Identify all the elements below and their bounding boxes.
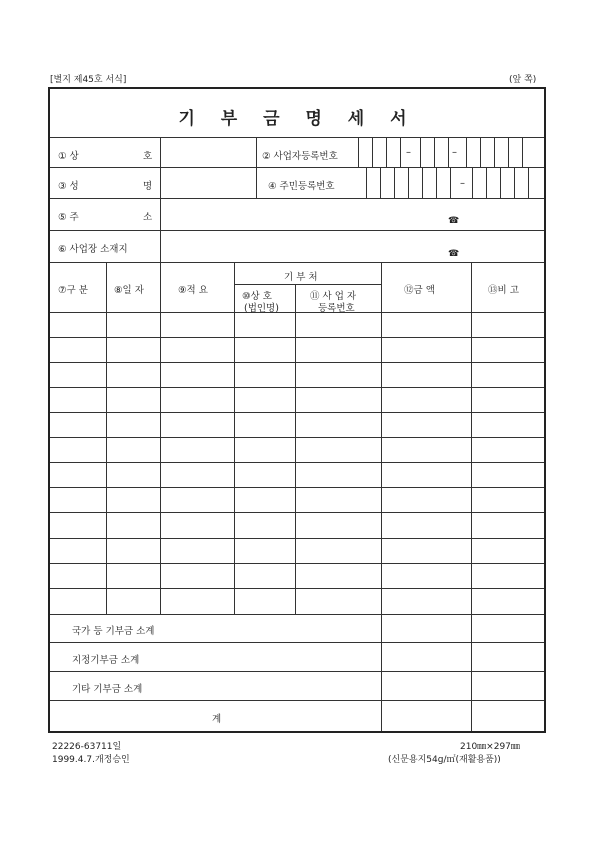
field-label-name-suffix: 명 bbox=[143, 181, 153, 192]
divider bbox=[358, 137, 359, 167]
divider bbox=[234, 284, 381, 285]
column-header-amount: ⑫금 액 bbox=[404, 285, 435, 296]
approval-date: 1999.4.7.개정승인 bbox=[52, 755, 130, 765]
dash-separator: – bbox=[460, 178, 465, 189]
divider bbox=[50, 167, 544, 168]
divider bbox=[381, 262, 382, 731]
form-number: [별지 제45호 서식] bbox=[50, 75, 127, 85]
field-label-business-reg-no: ② 사업자등록번호 bbox=[262, 151, 338, 162]
divider bbox=[50, 312, 544, 313]
paper-spec: (신문용지54g/㎡(재활용품)) bbox=[388, 755, 501, 765]
divider bbox=[106, 262, 107, 614]
column-header-trade-name: ⑩상 호 bbox=[242, 291, 272, 302]
total-label: 계 bbox=[212, 714, 222, 725]
divider bbox=[50, 671, 544, 672]
field-label-trade-name: ① 상 bbox=[58, 151, 79, 162]
divider bbox=[295, 284, 296, 614]
field-label-resident-reg-no: ④ 주민등록번호 bbox=[268, 181, 335, 192]
divider bbox=[50, 700, 544, 701]
subtotal-other: 기타 기부금 소계 bbox=[72, 684, 143, 695]
divider bbox=[471, 262, 472, 731]
column-group-donee: 기 부 처 bbox=[284, 272, 318, 283]
divider bbox=[50, 198, 544, 199]
subtotal-national: 국가 등 기부금 소계 bbox=[72, 626, 155, 637]
dash-separator: – bbox=[406, 147, 411, 158]
column-header-corp-name: (법인명) bbox=[244, 303, 279, 314]
subtotal-designated: 지정기부금 소계 bbox=[72, 655, 140, 666]
form-code: 22226-63711일 bbox=[52, 742, 122, 752]
divider bbox=[160, 262, 161, 614]
column-header-business-no: ⑪ 사 업 자 bbox=[310, 291, 357, 302]
page-side-label: (앞 쪽) bbox=[509, 75, 537, 85]
paper-size: 210㎜×297㎜ bbox=[460, 742, 520, 752]
field-label-business-location: ⑥ 사업장 소재지 bbox=[58, 244, 128, 255]
divider bbox=[50, 262, 544, 263]
column-header-category: ⑦구 분 bbox=[58, 285, 88, 296]
divider bbox=[234, 262, 235, 614]
column-header-description: ⑨적 요 bbox=[178, 285, 208, 296]
telephone-icon: ☎ bbox=[448, 249, 460, 259]
field-label-address: ⑤ 주 bbox=[58, 212, 79, 223]
divider bbox=[50, 137, 544, 138]
field-label-address-suffix: 소 bbox=[143, 212, 153, 223]
divider bbox=[366, 167, 367, 198]
divider bbox=[256, 137, 257, 198]
column-header-business-no-2: 등록번호 bbox=[318, 303, 355, 314]
field-label-trade-name-suffix: 호 bbox=[143, 151, 153, 162]
telephone-icon: ☎ bbox=[448, 216, 460, 226]
form-title: 기 부 금 명 세 서 bbox=[178, 109, 417, 129]
field-label-name: ③ 성 bbox=[58, 181, 79, 192]
divider bbox=[50, 230, 544, 231]
column-header-date: ⑧일 자 bbox=[114, 285, 144, 296]
divider bbox=[50, 642, 544, 643]
divider bbox=[160, 137, 161, 262]
dash-separator: – bbox=[452, 147, 457, 158]
column-header-remarks: ⑬비 고 bbox=[488, 285, 519, 296]
